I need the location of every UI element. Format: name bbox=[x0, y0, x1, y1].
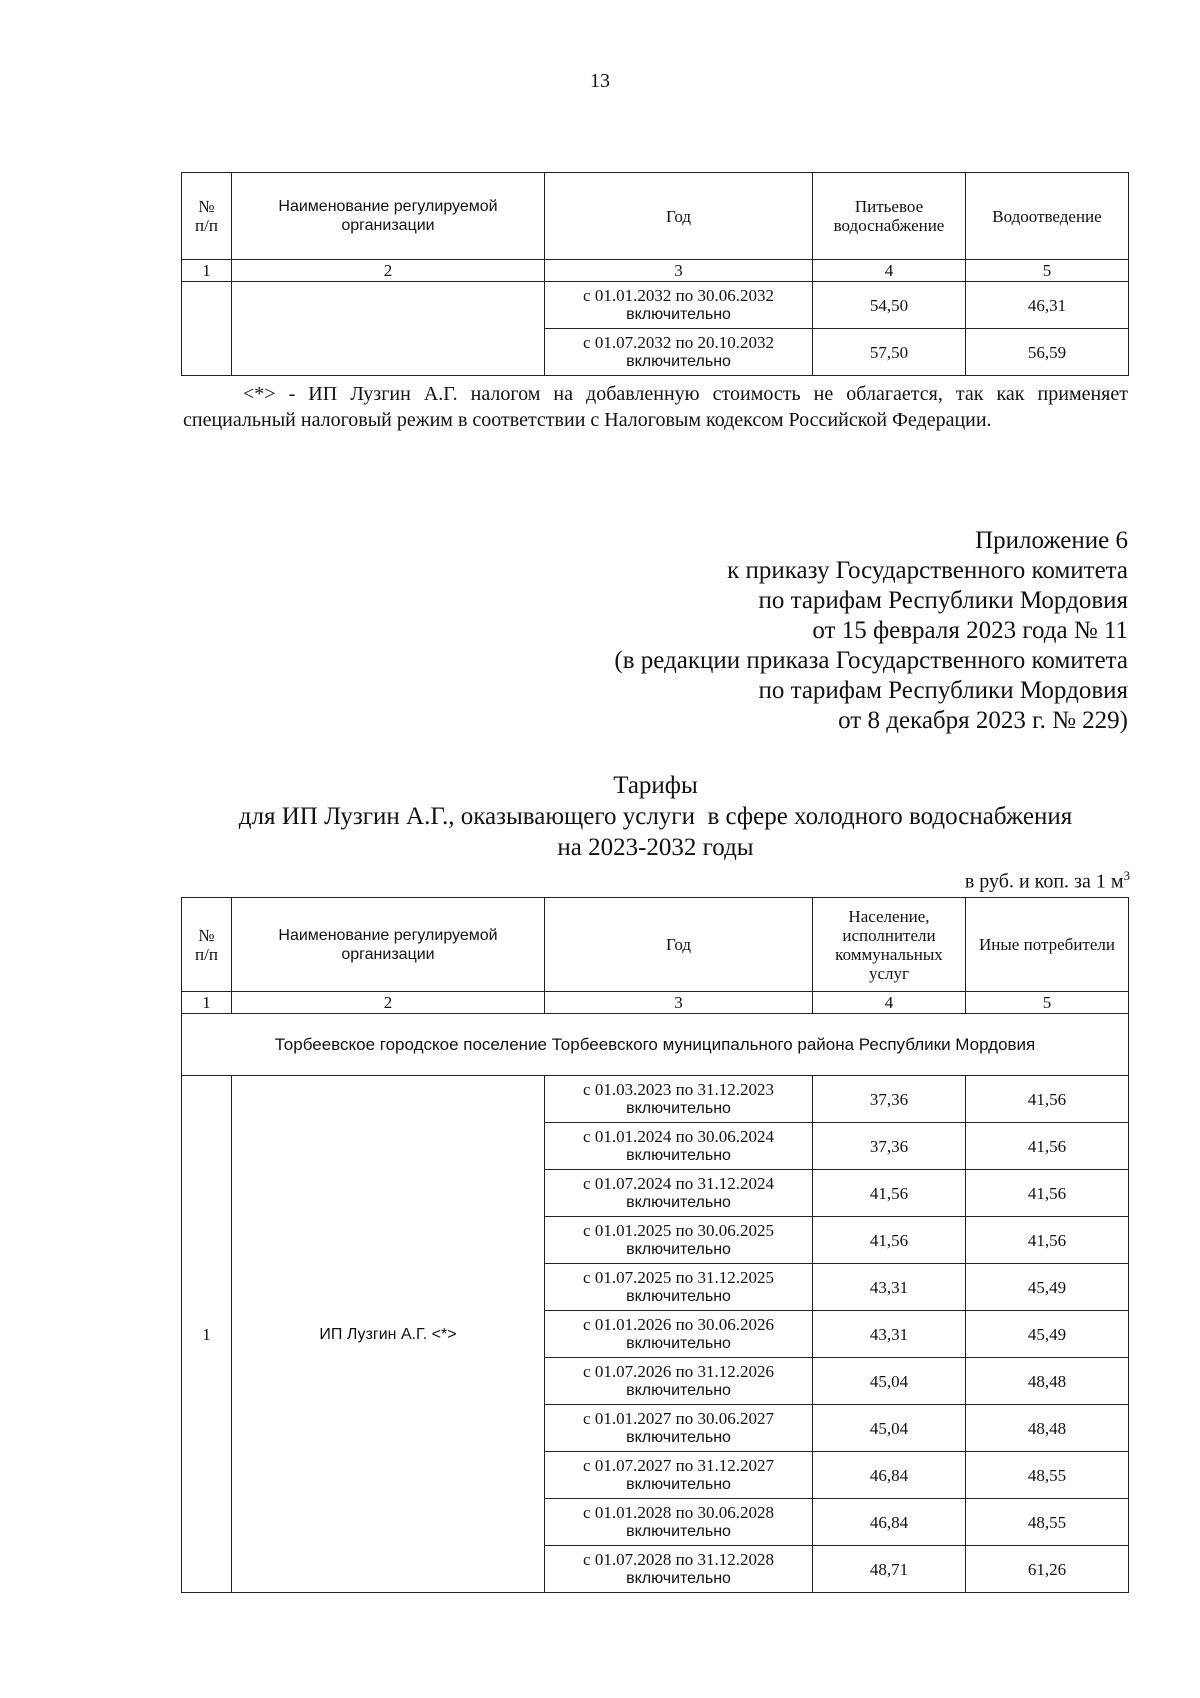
col-number: 3 bbox=[545, 260, 813, 282]
appendix-line: Приложение 6 bbox=[975, 527, 1128, 554]
col-number: 5 bbox=[966, 992, 1129, 1014]
col-number: 2 bbox=[232, 992, 545, 1014]
value-cell: 41,56 bbox=[966, 1217, 1129, 1264]
col-number: 3 bbox=[545, 992, 813, 1014]
period-cell: с 01.07.2025 по 31.12.2025 включительно bbox=[545, 1264, 813, 1311]
value-cell: 48,48 bbox=[966, 1358, 1129, 1405]
period-cell: с 01.01.2028 по 30.06.2028 включительно bbox=[545, 1499, 813, 1546]
units-text: в руб. и коп. за 1 м bbox=[964, 870, 1124, 893]
period-cell: с 01.01.2024 по 30.06.2024 включительно bbox=[545, 1123, 813, 1170]
value-cell: 37,36 bbox=[813, 1123, 966, 1170]
empty-cell bbox=[182, 282, 232, 376]
value-cell: 48,48 bbox=[966, 1405, 1129, 1452]
value-cell: 48,71 bbox=[813, 1546, 966, 1593]
value-cell: 41,56 bbox=[966, 1123, 1129, 1170]
value-cell: 43,31 bbox=[813, 1264, 966, 1311]
value-cell: 45,04 bbox=[813, 1358, 966, 1405]
tariff-table-continuation bbox=[181, 172, 1129, 376]
col-header-organization: Наименование регулируемой организации bbox=[232, 173, 545, 260]
period-cell: с 01.07.2032 по 20.10.2032 включительно bbox=[545, 329, 813, 376]
period-cell: с 01.07.2024 по 31.12.2024 включительно bbox=[545, 1170, 813, 1217]
value-cell: 41,56 bbox=[813, 1170, 966, 1217]
col-header-drinking-water: Питьевое водоснабжение bbox=[813, 173, 966, 260]
col-header-number: № п/п bbox=[182, 898, 232, 992]
value-cell: 46,84 bbox=[813, 1499, 966, 1546]
value-cell: 43,31 bbox=[813, 1311, 966, 1358]
value-cell: 45,04 bbox=[813, 1405, 966, 1452]
table-row bbox=[182, 282, 1129, 329]
period-cell: с 01.01.2032 по 30.06.2032 включительно bbox=[545, 282, 813, 329]
footnote: <*> - ИП Лузгин А.Г. налогом на добавленную стоимость не облагается, так как применяет специальный налоговый режим в соответствии с Налоговым кодексом Российской Федерации. bbox=[183, 383, 1128, 431]
section-heading: Торбеевское городское поселение Торбеевского муниципального района Республики Мордовия bbox=[182, 1014, 1129, 1076]
value-cell: 37,36 bbox=[813, 1076, 966, 1123]
col-header-wastewater: Водоотведение bbox=[966, 173, 1129, 260]
appendix-line: по тарифам Республики Мордовия bbox=[758, 677, 1128, 704]
tariff-table bbox=[181, 897, 1129, 1593]
col-number: 4 bbox=[813, 992, 966, 1014]
col-number: 1 bbox=[182, 260, 232, 282]
value-cell: 48,55 bbox=[966, 1452, 1129, 1499]
appendix-line: (в редакции приказа Государственного комитета bbox=[614, 647, 1128, 674]
value-cell: 57,50 bbox=[813, 329, 966, 376]
value-cell: 46,31 bbox=[966, 282, 1129, 329]
period-cell: с 01.01.2027 по 30.06.2027 включительно bbox=[545, 1405, 813, 1452]
col-number: 1 bbox=[182, 992, 232, 1014]
value-cell: 41,56 bbox=[966, 1076, 1129, 1123]
value-cell: 61,26 bbox=[966, 1546, 1129, 1593]
col-header-other-consumers: Иные потребители bbox=[966, 898, 1129, 992]
period-cell: с 01.01.2025 по 30.06.2025 включительно bbox=[545, 1217, 813, 1264]
title-line: для ИП Лузгин А.Г., оказывающего услуги в сфере холодного водоснабжения bbox=[238, 803, 1073, 830]
appendix-line: от 15 февраля 2023 года № 11 bbox=[812, 617, 1128, 644]
units-note bbox=[965, 868, 1130, 894]
col-number: 4 bbox=[813, 260, 966, 282]
appendix-line: по тарифам Республики Мордовия bbox=[758, 587, 1128, 614]
period-cell: с 01.03.2023 по 31.12.2023 включительно bbox=[545, 1076, 813, 1123]
appendix-line: от 8 декабря 2023 г. № 229) bbox=[838, 707, 1128, 734]
document-title bbox=[183, 770, 1128, 863]
col-header-period: Год bbox=[545, 173, 813, 260]
empty-cell bbox=[232, 282, 545, 376]
col-number: 5 bbox=[966, 260, 1129, 282]
table-row bbox=[182, 1076, 1129, 1123]
units-superscript: 3 bbox=[1123, 868, 1130, 883]
value-cell: 45,49 bbox=[966, 1311, 1129, 1358]
col-header-population: Население, исполнители коммунальных услуг bbox=[813, 898, 966, 992]
value-cell: 46,84 bbox=[813, 1452, 966, 1499]
title-line: Тарифы bbox=[613, 772, 698, 799]
appendix-header bbox=[428, 526, 1128, 736]
period-cell: с 01.07.2028 по 31.12.2028 включительно bbox=[545, 1546, 813, 1593]
value-cell: 56,59 bbox=[966, 329, 1129, 376]
value-cell: 54,50 bbox=[813, 282, 966, 329]
value-cell: 41,56 bbox=[813, 1217, 966, 1264]
col-header-period: Год bbox=[545, 898, 813, 992]
period-cell: с 01.01.2026 по 30.06.2026 включительно bbox=[545, 1311, 813, 1358]
organization-name: ИП Лузгин А.Г. <*> bbox=[232, 1076, 545, 1593]
col-header-organization: Наименование регулируемой организации bbox=[232, 898, 545, 992]
period-cell: с 01.07.2026 по 31.12.2026 включительно bbox=[545, 1358, 813, 1405]
value-cell: 48,55 bbox=[966, 1499, 1129, 1546]
col-header-number: № п/п bbox=[182, 173, 232, 260]
col-number: 2 bbox=[232, 260, 545, 282]
value-cell: 41,56 bbox=[966, 1170, 1129, 1217]
row-number: 1 bbox=[182, 1076, 232, 1593]
page-number: 13 bbox=[590, 70, 610, 92]
value-cell: 45,49 bbox=[966, 1264, 1129, 1311]
period-cell: с 01.07.2027 по 31.12.2027 включительно bbox=[545, 1452, 813, 1499]
title-line: на 2023-2032 годы bbox=[557, 834, 754, 861]
appendix-line: к приказу Государственного комитета bbox=[727, 557, 1128, 584]
